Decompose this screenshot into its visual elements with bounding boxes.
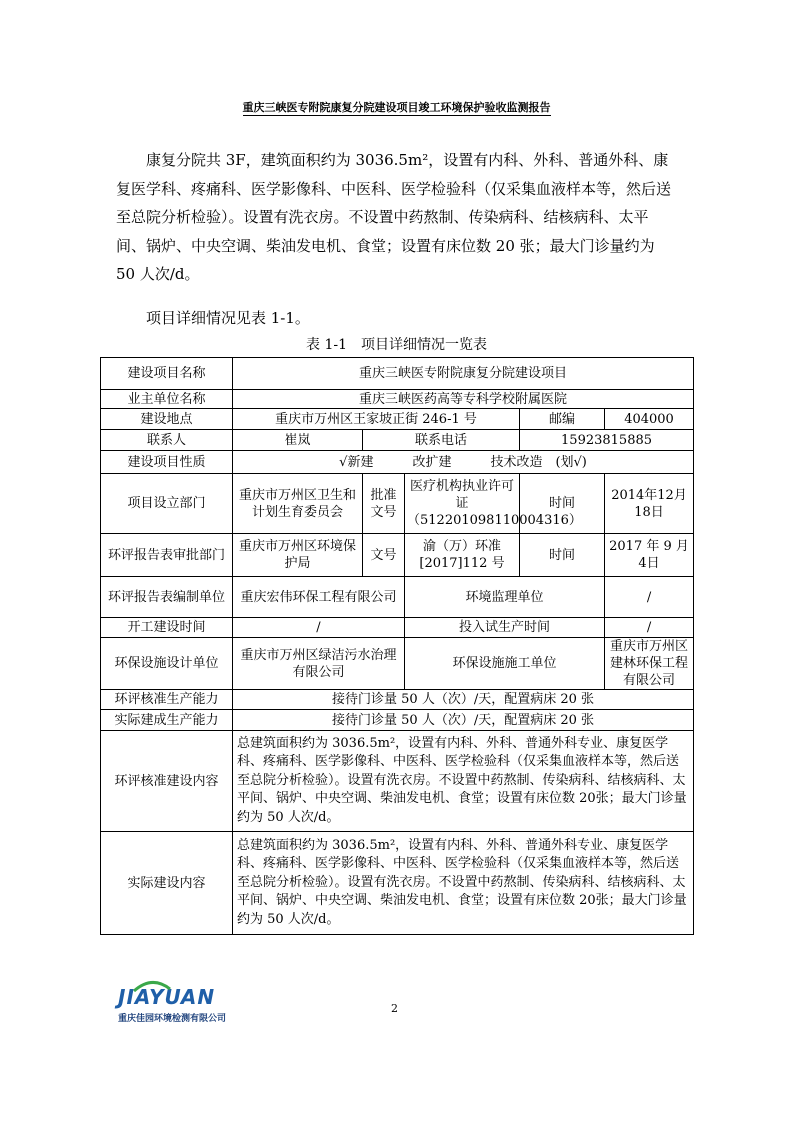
cell-value: 总建筑面积约为 3036.5m²，设置有内科、外科、普通外科专业、康复医学科、疼痛科、医学影像科、中医科、医学检验科（仅采集血液样本等，然后送至总院分析检验）。设置有洗衣房。不设置中药熬制、传染病科、结核病科、太平间、锅炉、中央空调、柴油发电机、食堂；设置有床位数 20张；最大门诊量约为 50 人次/d。 [233, 832, 694, 935]
table-row [101, 409, 694, 430]
table-row [101, 832, 694, 935]
cell-value: 总建筑面积约为 3036.5m²，设置有内科、外科、普通外科专业、康复医学科、疼痛科、医学影像科、中医科、医学检验科（仅采集血液样本等，然后送至总院分析检验）。设置有洗衣房。不设置中药熬制、传染病科、结核病科、太平间、锅炉、中央空调、柴油发电机、食堂；设置有床位数 20张；最大门诊量约为 50 人次/d。 [233, 731, 694, 832]
cell-label: 建设项目性质 [101, 451, 233, 474]
table-row [101, 710, 694, 731]
cell-label: 环评核准建设内容 [101, 731, 233, 832]
cell-label: 环评报告表审批部门 [101, 534, 233, 577]
cell-value: 15923815885 [520, 430, 694, 451]
table-row [101, 618, 694, 638]
table-reference-paragraph: 项目详细情况见表 1-1。 [146, 309, 310, 327]
report-title: 重庆三峡医专附院康复分院建设项目竣工环境保护验收监测报告 [242, 101, 551, 114]
cell-value: 重庆市万州区建林环保工程有限公司 [605, 638, 694, 690]
cell-value: 重庆宏伟环保工程有限公司 [233, 577, 405, 618]
cell-label: 建设项目名称 [101, 358, 233, 390]
cell-label: 项目设立部门 [101, 474, 233, 534]
cell-label: 联系人 [101, 430, 233, 451]
cell-value: 2017 年 9 月 4日 [605, 534, 694, 577]
cell-value: 渝（万）环准[2017]112 号 [405, 534, 520, 577]
company-logo [118, 985, 226, 1024]
cell-label: 投入试生产时间 [405, 618, 605, 638]
cell-value: / [233, 618, 405, 638]
cell-label: 环评报告表编制单位 [101, 577, 233, 618]
table-row [101, 474, 694, 534]
cell-value: √新建 改扩建 技术改造 (划√) [233, 451, 694, 474]
table-row [101, 638, 694, 690]
cell-value: / [605, 618, 694, 638]
cell-value: 医疗机构执业许可证（512201098110004316） [405, 474, 520, 534]
intro-paragraph: 康复分院共 3F，建筑面积约为 3036.5m²，设置有内科、外科、普通外科、康复医学科、疼痛科、医学影像科、中医科、医学检验科（仅采集血液样本等，然后送至总院分析检验）。设置有洗衣房。不设置中药熬制、传染病科、结核病科、太平间、锅炉、中央空调、柴油发电机、食堂；设置有床位数 20 张；最大门诊量约为 50 人次/d。 [116, 151, 672, 283]
cell-label: 环境监理单位 [405, 577, 605, 618]
table-row [101, 577, 694, 618]
cell-label: 开工建设时间 [101, 618, 233, 638]
table-row [101, 534, 694, 577]
page-number: 2 [391, 1002, 398, 1015]
cell-label: 实际建设内容 [101, 832, 233, 935]
logo-wordmark: JIAYUAN [118, 985, 216, 1009]
cell-label: 联系电话 [363, 430, 520, 451]
cell-label: 环保设施设计单位 [101, 638, 233, 690]
cell-label: 文号 [363, 534, 405, 577]
cell-label: 邮编 [520, 409, 605, 430]
cell-value: 崔岚 [233, 430, 363, 451]
cell-label: 时间 [520, 474, 605, 534]
cell-value: 重庆市万州区绿洁污水治理有限公司 [233, 638, 405, 690]
cell-value: 重庆三峡医药高等专科学校附属医院 [233, 390, 694, 409]
cell-value: 重庆三峡医专附院康复分院建设项目 [233, 358, 694, 390]
cell-value: 404000 [605, 409, 694, 430]
report-header [0, 96, 793, 115]
cell-label: 业主单位名称 [101, 390, 233, 409]
cell-label: 环评核准生产能力 [101, 690, 233, 710]
cell-label: 建设地点 [101, 409, 233, 430]
logo-arc-icon [132, 979, 172, 993]
table-row [101, 358, 694, 390]
cell-label: 实际建成生产能力 [101, 710, 233, 731]
cell-value: 2014年12月18日 [605, 474, 694, 534]
cell-value: / [605, 577, 694, 618]
table-row [101, 430, 694, 451]
company-name: 重庆佳园环境检测有限公司 [118, 1014, 227, 1024]
table-row [101, 731, 694, 832]
cell-label: 环保设施施工单位 [405, 638, 605, 690]
table-row [101, 390, 694, 409]
cell-value: 重庆市万州区卫生和计划生育委员会 [233, 474, 363, 534]
cell-label: 批准文号 [363, 474, 405, 534]
project-detail-table [100, 357, 694, 935]
table-row [101, 690, 694, 710]
cell-value: 接待门诊量 50 人（次）/天，配置病床 20 张 [233, 690, 694, 710]
table-caption: 表 1-1 项目详细情况一览表 [306, 337, 487, 353]
cell-value: 接待门诊量 50 人（次）/天，配置病床 20 张 [233, 710, 694, 731]
cell-value: 重庆市万州区王家坡正街 246-1 号 [233, 409, 520, 430]
table-row [101, 451, 694, 474]
cell-value: 重庆市万州区环境保护局 [233, 534, 363, 577]
cell-label: 时间 [520, 534, 605, 577]
